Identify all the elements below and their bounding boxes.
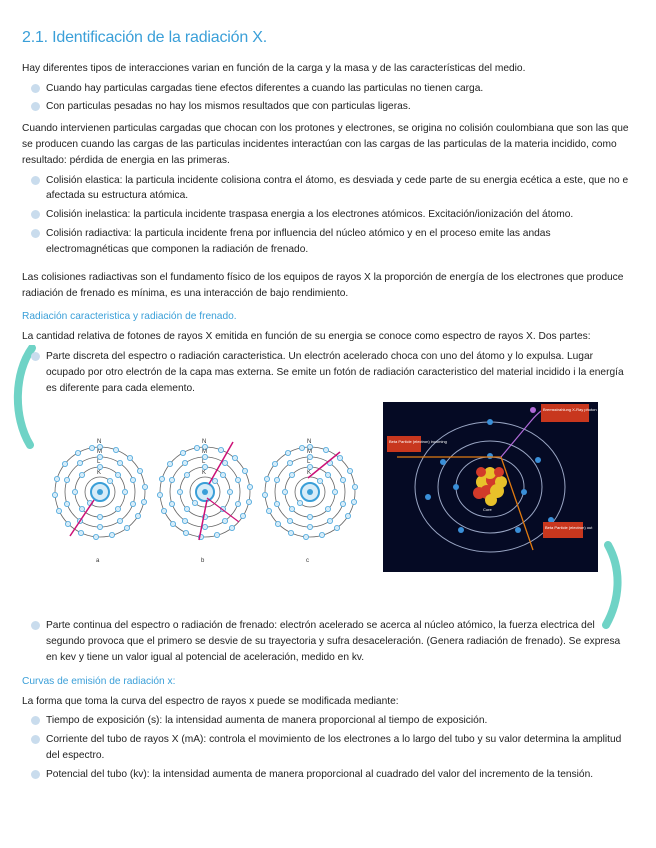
atom-diagram-c	[262, 439, 357, 564]
section-heading-radiation: Radiación caracteristica y radiación de frenado.	[22, 311, 237, 323]
list-item: Parte continua del espectro o radiación de frenado: electrón acelerado se acerca al núcleo atómico, la fuerza electrica del segundo provoca que el primero se desvie de su trayectoria y sufra desaceleración. (Genera radiación de frenado). Se expresa en kev y tiene un valor igual al potencial de aceleración, medido en kv.	[22, 618, 632, 665]
diagram-label: b	[201, 558, 205, 565]
intro-bullet-list	[22, 81, 632, 116]
bremsstrahlung-illustration	[383, 402, 598, 572]
list-item: Colisión elastica: la particula incidente colisiona contra el átomo, es desviada y cede parte de su energia ecética a este, que no e afectada su estructura atómica.	[22, 173, 632, 205]
bullet-dot-icon	[31, 210, 40, 219]
list-item: Colisión radiactiva: la particula incidente frena por influencia del núcleo atómico y en el proceso emite las andas electromagnéticas que componen la radiación de frenado.	[22, 226, 632, 258]
shell-label: M	[307, 449, 312, 456]
list-item: Con particulas pesadas no hay los mismos resultados que con particulas ligeras.	[22, 99, 632, 115]
document-content	[22, 26, 632, 789]
figure-row	[22, 402, 632, 604]
list-item: Parte discreta del espectro o radiación caracteristica. Un electrón acelerado choca con uno del átomo y lo expulsa. Lugar ocupado por otro electrón de la capa mas externa. Se emite un fotón de radiación caracteristico del material incidido i la energía es diferente para cada elemento.	[22, 349, 632, 396]
photon-emission-arrow	[308, 452, 340, 478]
bullet-dot-icon	[31, 102, 40, 111]
spectrum-bullet-list-continued	[22, 618, 632, 665]
label-electron-in: Beta Particle (electron) incoming	[389, 439, 447, 445]
bremsstrahlung-svg	[383, 402, 598, 572]
bullet-dot-icon	[31, 84, 40, 93]
curves-intro: La forma que toma la curva del espectro de rayos x puede se modificada mediante:	[22, 695, 399, 707]
intro-paragraph: Hay diferentes tipos de interacciones varian en función de la carga y la masa y de las características del medio.	[22, 62, 526, 74]
spectrum-intro: La cantidad relativa de fotones de rayos X emitida en función de su energia se conoce como espectro de rayos X. Dos partes:	[22, 331, 591, 343]
collision-bullet-list	[22, 173, 632, 258]
bullet-dot-icon	[31, 229, 40, 238]
label-nucleus: Core	[483, 507, 492, 513]
shell-label: N	[97, 439, 102, 446]
diagram-label: c	[306, 558, 309, 565]
page-title: 2.1. Identificación de la radiación X.	[22, 29, 268, 46]
bullet-dot-icon	[31, 176, 40, 185]
electron-shell-diagrams	[50, 437, 370, 587]
shell-label: K	[307, 470, 312, 477]
list-item: Corriente del tubo de rayos X (mA): controla el movimiento de los electrones a lo largo del tubo y su valor determina la amplitud del espectro.	[22, 732, 632, 764]
shell-label: K	[202, 470, 207, 477]
list-item: Potencial del tubo (kv): la intensidad aumenta de manera proporcional al cuadrado del valor del incremento de la tensión.	[22, 767, 632, 783]
bullet-dot-icon	[31, 621, 40, 630]
collision-paragraph: Cuando intervienen particulas cargadas que chocan con los protones y electrones, se origina no colisión coulombiana que son las que se producen cuando las cargas de las particulas incidentes interactúan con las cargas de las particulas de la materia incidido, como resultado: pérdida de energia en las primeras.	[22, 123, 629, 166]
section-heading-curves: Curvas de emisión de radiación x:	[22, 675, 176, 687]
curves-bullet-list	[22, 713, 632, 782]
bullet-dot-icon	[31, 716, 40, 725]
atom-diagram-a	[52, 439, 147, 564]
spectrum-bullet-list	[22, 349, 632, 396]
label-photon: Bremsstrahlung X-Ray photon	[543, 407, 597, 413]
shell-label: M	[202, 449, 207, 456]
diagram-label: a	[96, 558, 100, 565]
bullet-dot-icon	[31, 770, 40, 779]
radiative-paragraph: Las colisiones radiactivas son el fundamento físico de los equipos de rayos X la proporción de energía de los electrones que produce radiación de frenado es mínima, es una interacción de bajo rendimiento.	[22, 271, 624, 299]
shell-label: N	[307, 439, 312, 446]
list-item: Tiempo de exposición (s): la intensidad aumenta de manera proporcional al tiempo de exposición.	[22, 713, 632, 729]
bullet-dot-icon	[31, 735, 40, 744]
list-item: Cuando hay particulas cargadas tiene efectos diferentes a cuando las particulas no tienen carga.	[22, 81, 632, 97]
shell-label: N	[202, 439, 207, 446]
list-item: Colisión inelastica: la particula incidente traspasa energia a los electrones atómicos. Excitación/ionización del átomo.	[22, 207, 632, 223]
shell-label: K	[97, 470, 102, 477]
shell-label: L	[307, 459, 311, 466]
shell-label: L	[202, 459, 206, 466]
shell-label: M	[97, 449, 102, 456]
scattered-electron-arrow	[207, 498, 239, 522]
atom-diagram-b	[157, 439, 252, 564]
label-electron-out: Beta Particle (electron) out	[545, 525, 593, 531]
bullet-dot-icon	[31, 352, 40, 361]
shell-label: L	[97, 459, 101, 466]
